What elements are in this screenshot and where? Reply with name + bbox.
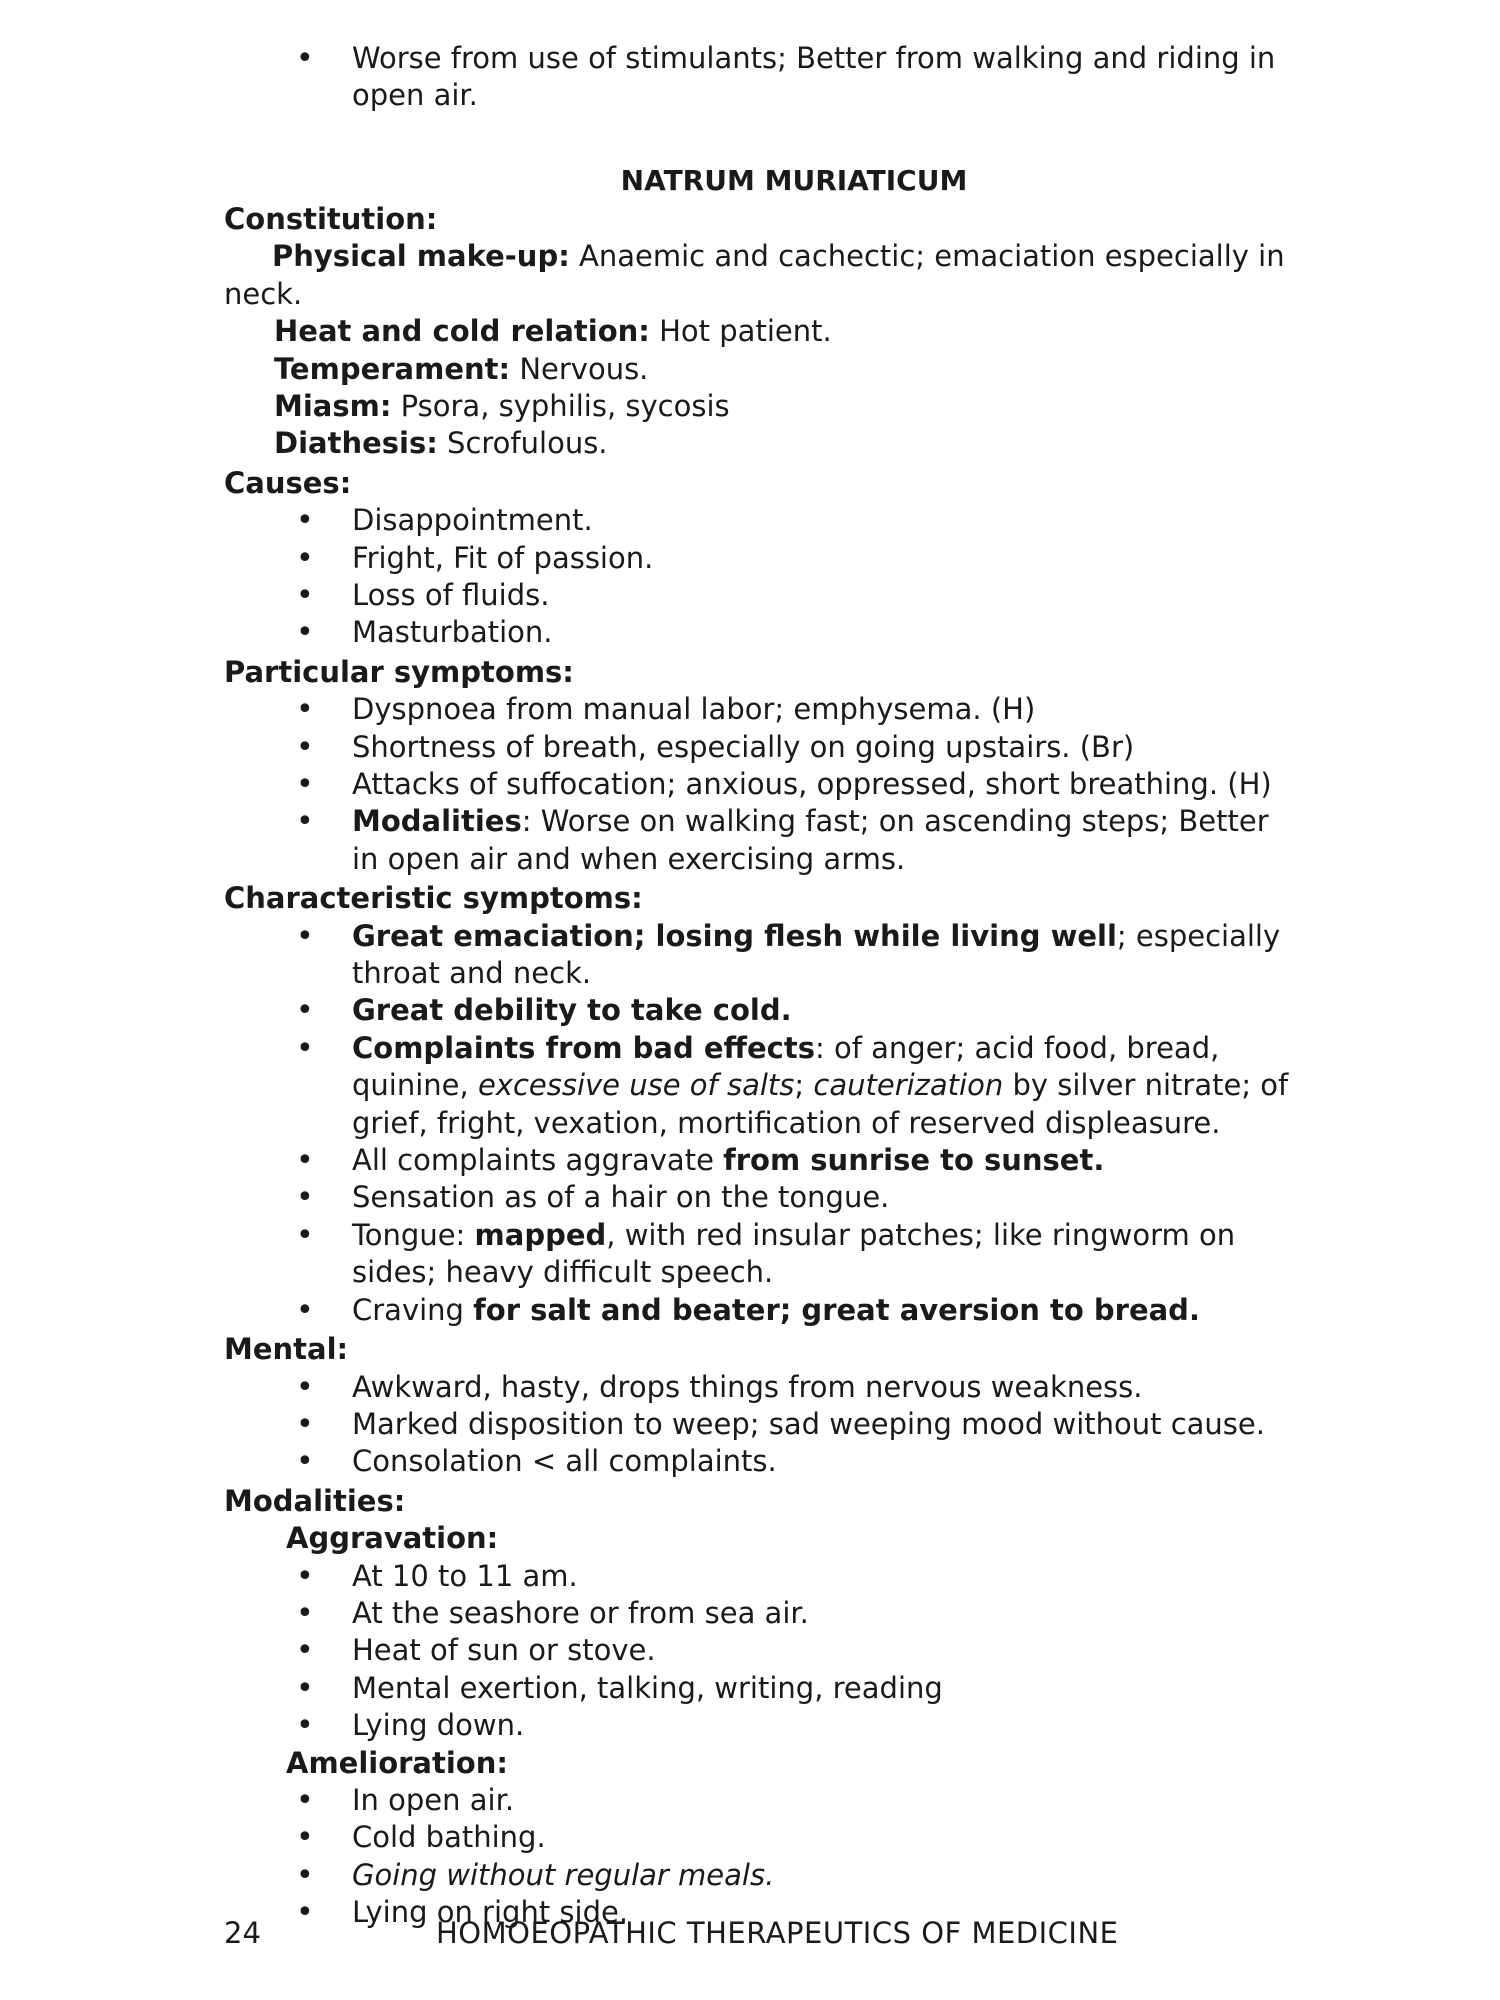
list-item: • Modalities: Worse on walking fast; on ascending steps; Better in open air and when exercising arms. [224,803,1304,878]
list-item: • Attacks of suffocation; anxious, oppressed, short breathing. (H) [224,766,1304,803]
causes-heading: Causes: [224,465,352,500]
amelioration-heading: Amelioration: [286,1745,508,1780]
list-item: • Heat of sun or stove. [224,1632,1304,1669]
list-item: • Lying on right side. [224,1894,1304,1931]
list-item: • Tongue: mapped, with red insular patches; like ringworm on sides; heavy difficult speech. [224,1217,1304,1292]
characteristic-heading: Characteristic symptoms: [224,881,643,916]
list-item: • Marked disposition to weep; sad weeping mood without cause. [224,1406,1304,1443]
physical-makeup: Physical make-up: Anaemic and cachectic; emaciation especially in neck. [224,239,1285,311]
temperament: Temperament: Nervous. [274,351,649,386]
intro-bullet: • Worse from use of stimulants; Better from walking and riding in open air. [224,40,1304,115]
list-item: • Complaints from bad effects: of anger; acid food, bread, quinine, excessive use of salts; cauterization by silver nitrate; of grief, fright, vexation, mortification of reserved displeasure. [224,1030,1304,1142]
diathesis: Diathesis: Scrofulous. [274,426,608,461]
list-item: • Lying down. [224,1707,1304,1744]
list-item: • Loss of fluids. [224,577,1304,614]
list-item: • Cold bathing. [224,1819,1304,1856]
list-item: • Shortness of breath, especially on going upstairs. (Br) [224,729,1304,766]
list-item: • Craving for salt and beater; great aversion to bread. [224,1292,1304,1329]
list-item: • Fright, Fit of passion. [224,540,1304,577]
remedy-title: NATRUM MURIATICUM [620,163,968,197]
list-item: • Great emaciation; losing flesh while living well; especially throat and neck. [224,918,1304,993]
list-item: • Sensation as of a hair on the tongue. [224,1179,1304,1216]
list-item: • Consolation < all complaints. [224,1443,1304,1480]
list-item: • In open air. [224,1782,1304,1819]
aggravation-heading: Aggravation: [286,1521,499,1556]
list-item: • All complaints aggravate from sunrise to sunset. [224,1142,1304,1179]
list-item: • At 10 to 11 am. [224,1558,1304,1595]
page-content [224,40,1304,1932]
page-number: 24 [224,1916,261,1950]
running-title: HOMOEOPATHIC THERAPEUTICS OF MEDICINE [436,1916,1119,1950]
heat-cold-relation: Heat and cold relation: Hot patient. [274,314,832,349]
list-item: • Disappointment. [224,502,1304,539]
list-item: • Mental exertion, talking, writing, reading [224,1670,1304,1707]
list-item: • Dyspnoea from manual labor; emphysema. (H) [224,691,1304,728]
list-item: • At the seashore or from sea air. [224,1595,1304,1632]
constitution-heading: Constitution: [224,201,438,236]
mental-heading: Mental: [224,1332,349,1367]
list-item: • Awkward, hasty, drops things from nervous weakness. [224,1369,1304,1406]
modalities-heading: Modalities: [224,1483,406,1518]
particular-heading: Particular symptoms: [224,654,574,689]
list-item: • Great debility to take cold. [224,992,1304,1029]
miasm: Miasm: Psora, syphilis, sycosis [274,388,730,423]
list-item: • Masturbation. [224,614,1304,651]
page-footer [224,1915,1304,1955]
list-item: • Going without regular meals. [224,1857,1304,1894]
